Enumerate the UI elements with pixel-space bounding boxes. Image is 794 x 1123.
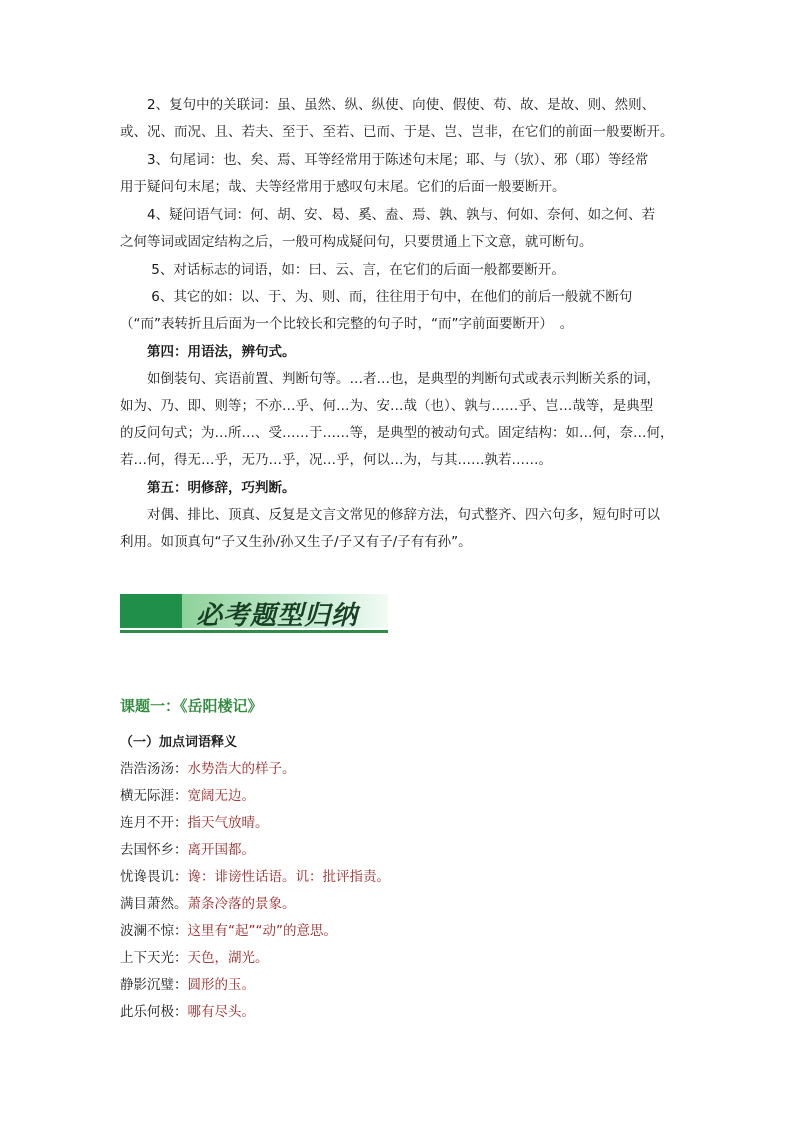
paragraph-line-5: 4、疑问语气词：何、胡、安、曷、奚、盍、焉、孰、孰与、何如、奈何、如之何、若: [120, 207, 656, 223]
vocab-item: [120, 1002, 255, 1022]
vocab-definition: 离开国都。: [187, 842, 255, 858]
vocab-item: [120, 813, 269, 833]
vocab-definition: 宽阔无边。: [187, 788, 255, 804]
vocab-definition: 水势浩大的样子。: [187, 761, 296, 777]
vocab-term: 波澜不惊：: [120, 923, 188, 939]
lesson-title: 课题一：《岳阳楼记》: [120, 697, 263, 715]
paragraph-line-1: 2、复句中的关联词：虽、虽然、纵、纵使、向使、假使、苟、故、是故、则、然则、: [120, 97, 656, 113]
banner-title: 必考题型归纳: [196, 601, 359, 631]
vocab-term: 去国怀乡：: [120, 842, 188, 858]
vocab-term: 满目萧然。: [120, 896, 188, 912]
vocab-definition: 天色，湖光。: [187, 950, 269, 966]
paragraph-line-17: 利用。如顶真句“子又生孙/孙又生子/子又有子/子有有孙”。: [120, 534, 472, 550]
vocab-definition: 哪有尽头。: [187, 1004, 255, 1020]
vocab-definition: 圆形的玉。: [187, 977, 255, 993]
paragraph-line-3: 3、句尾词：也、矣、焉、耳等经常用于陈述句末尾；耶、与（欤）、邪（耶）等经常: [120, 152, 649, 168]
vocab-term: 浩浩汤汤：: [120, 761, 188, 777]
paragraph-line-8: 6、其它的如：以、于、为、则、而，往往用于句中，在他们的前后一般就不断句: [120, 289, 633, 305]
vocab-term: 上下天光：: [120, 950, 188, 966]
paragraph-line-12: 如为、乃、即、则等；不亦…乎、何…为、安…哉（也）、孰与……乎、岂…哉等，是典型: [120, 398, 654, 414]
vocab-item: [120, 840, 255, 860]
paragraph-line-2: 或、况、而况、且、若夫、至于、至若、已而、于是、岂、岂非，在它们的前面一般要断开。: [120, 124, 674, 140]
paragraph-line-9: （“而”表转折且后面为一个比较长和完整的句子时，“而”字前面要断开） 。: [120, 316, 574, 332]
vocab-item: [120, 759, 296, 779]
section-banner: [120, 594, 388, 634]
section-heading-5: 第五：明修辞，巧判断。: [120, 480, 296, 496]
vocab-term: 静影沉璧：: [120, 977, 188, 993]
paragraph-line-7: 5、对话标志的词语，如：曰、云、言，在它们的后面一般都要断开。: [120, 262, 565, 278]
vocab-item: [120, 921, 337, 941]
vocab-term: 此乐何极：: [120, 1004, 188, 1020]
banner-accent-block: [120, 594, 182, 628]
paragraph-line-11: 如倒装句、宾语前置、判断句等。…者…也，是典型的判断句式或表示判断关系的词，: [120, 371, 660, 387]
paragraph-line-16: 对偶、排比、顶真、反复是文言文常见的修辞方法，句式整齐、四六句多，短句时可以: [120, 507, 660, 523]
vocab-term: 忧谗畏讥：: [120, 869, 188, 885]
vocab-definition: 这里有“起”“动”的意思。: [187, 923, 337, 939]
paragraph-line-4: 用于疑问句末尾；哉、夫等经常用于感叹句末尾。它们的后面一般要断开。: [120, 179, 566, 195]
vocab-term: 连月不开：: [120, 815, 188, 831]
vocab-definition: 萧条冷落的景象。: [187, 896, 296, 912]
vocab-item: [120, 948, 269, 968]
vocab-definition: 指天气放晴。: [187, 815, 269, 831]
section-heading-4: 第四：用语法，辨句式。: [120, 344, 296, 360]
paragraph-line-6: 之何等词或固定结构之后，一般可构成疑问句，只要贯通上下文意，就可断句。: [120, 234, 593, 250]
subsection-title: （一）加点词语释义: [120, 735, 238, 750]
vocab-item: [120, 786, 255, 806]
vocab-term: 横无际涯：: [120, 788, 188, 804]
vocab-definition: 谗：诽谤性话语。讥：批评指责。: [187, 869, 390, 885]
vocab-item: [120, 894, 296, 914]
vocab-item: [120, 867, 390, 887]
paragraph-line-14: 若…何，得无…乎，无乃…乎，况…乎，何以…为，与其……孰若……。: [120, 452, 552, 468]
paragraph-line-13: 的反问句式；为…所…、受……于……等，是典型的被动句式。固定结构：如…何，奈…何，: [120, 425, 674, 441]
vocab-item: [120, 975, 255, 995]
